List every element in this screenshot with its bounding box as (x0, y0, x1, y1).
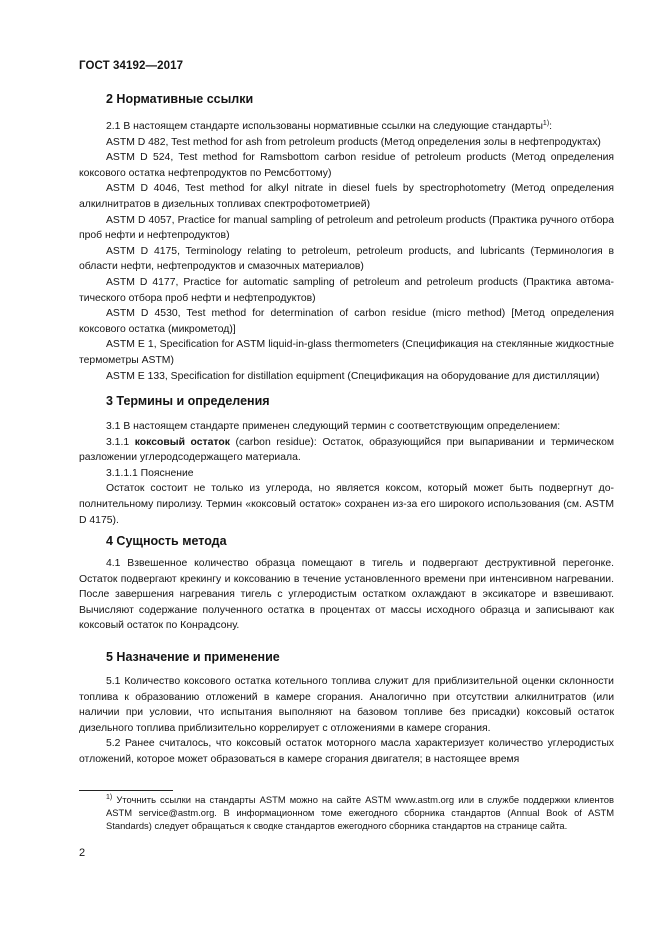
page-number: 2 (79, 847, 86, 859)
section-5-body (79, 674, 614, 768)
section-4-title: 4 Сущность метода (106, 534, 227, 548)
footnote (106, 793, 614, 832)
term-definition: (carbon residue): Остаток, образующийся при выпаривании и термическом разложении углеродсодержащего материала. (79, 436, 614, 464)
section-2-body (79, 119, 614, 384)
footnote-ref: 1) (542, 120, 550, 127)
section-2-intro-end: : (549, 121, 553, 132)
reference-item: ASTM D 4046, Test method for alkyl nitrate in diesel fuels by spectrophotometry (Метод определения алкилнитратов в дизельных топливах спектрофотометрией) (79, 183, 614, 210)
section-4-body (79, 556, 614, 634)
section-2-intro-text: 2.1 В настоящем стандарте использованы нормативные ссылки на следующие стандарты (106, 121, 543, 132)
footnote-divider (79, 790, 173, 791)
section-3-para-4: Остаток состоит не только из углерода, но является коксом, который может быть подвергнут дополнительному пиролизу. Термин «коксовый остаток» сохранен из-за его широкого использования (см. ASTM D 4175). (79, 483, 614, 526)
reference-item: ASTM D 482, Test method for ash from petroleum products (Метод определения золы в нефтепродуктах) (106, 136, 601, 148)
section-2-title: 2 Нормативные ссылки (106, 92, 254, 106)
section-2-intro (79, 119, 614, 135)
section-5-title: 5 Назначение и применение (106, 650, 280, 664)
section-3-para-2 (79, 435, 614, 466)
section-3-para-1: 3.1 В настоящем стандарте применен следующий термин с соответствующим определением: (106, 421, 561, 432)
reference-item: ASTM D 524, Test method for Ramsbottom carbon residue of petroleum products (Метод определения коксового остатка нефтепродуктов по Ремсботтому) (79, 152, 614, 179)
term-number: 3.1.1 (106, 436, 130, 448)
footnote-text: Уточнить ссылки на стандарты ASTM можно на сайте ASTM www.astm.org или в службе поддержки клиентов ASTM service@astm.org. В информационном томе ежегодного сборника стандартов (Annual Book of ASTM Standards) следует обращаться к сводке стандартов ежегодного сборника стандартов на странице сайта. (106, 794, 615, 831)
reference-item: ASTM E 133, Specification for distillation equipment (Спецификация на оборудование для дистилляции) (106, 370, 600, 382)
term-name: коксовый остаток (134, 436, 230, 448)
reference-item: ASTM D 4177, Practice for automatic sampling of petroleum and petroleum products (Практика автоматического отбора проб нефти и нефтепродуктов) (79, 276, 614, 304)
section-5-para-2: 5.2 Ранее считалось, что коксовый остаток моторного масла характеризует количество углеродистых отложений, которое может образоваться в камере сгорания двигателя; в настоящее время (79, 738, 614, 765)
section-4-para-1: 4.1 Взвешенное количество образца помещают в тигель и подвергают деструктивной перегонке. Остаток подвергают крекингу и коксованию в течение установленного времени при интенсивном нагревании. После завершения нагревания тигель с углеродистым остатком охлаждают в эксикаторе и взвешивают. Вычисляют содержание полученного остатка в процентах от массы исходного образца и записывают как коксовый остаток по Конрадсону. (79, 558, 614, 632)
reference-item: ASTM E 1, Specification for ASTM liquid-in-glass thermometers (Спецификация на стеклянные жидкостные термометры ASTM) (79, 339, 614, 366)
section-3-body (79, 419, 614, 528)
section-3-title: 3 Термины и определения (106, 394, 270, 408)
reference-item: ASTM D 4057, Practice for manual sampling of petroleum and petroleum products (Практика ручного отбора проб нефти и нефтепродуктов) (79, 214, 614, 242)
reference-item: ASTM D 4175, Terminology relating to petroleum, petroleum products, and lubricants (Терминология в области нефти, нефтепродуктов и смазочных материалов) (79, 245, 614, 273)
section-3-para-3: 3.1.1.1 Пояснение (106, 467, 194, 479)
reference-item: ASTM D 4530, Test method for determination of carbon residue (micro method) [Метод определения коксового остатка (микрометод)] (79, 308, 614, 335)
footnote-mark: 1) (106, 794, 113, 801)
document-header: ГОСТ 34192—2017 (79, 60, 184, 72)
section-5-para-1: 5.1 Количество коксового остатка котельного топлива служит для приблизительной оценки склонности топлива к образованию отложений в камере сгорания. Аналогично при отсутствии алкилнитратов (или наличии при условии, что испытания выполняют на базовом топливе без присадки) коксовый остаток дизельного топлива приблизительно коррелирует с отложениями в камере сгорания. (79, 676, 614, 734)
